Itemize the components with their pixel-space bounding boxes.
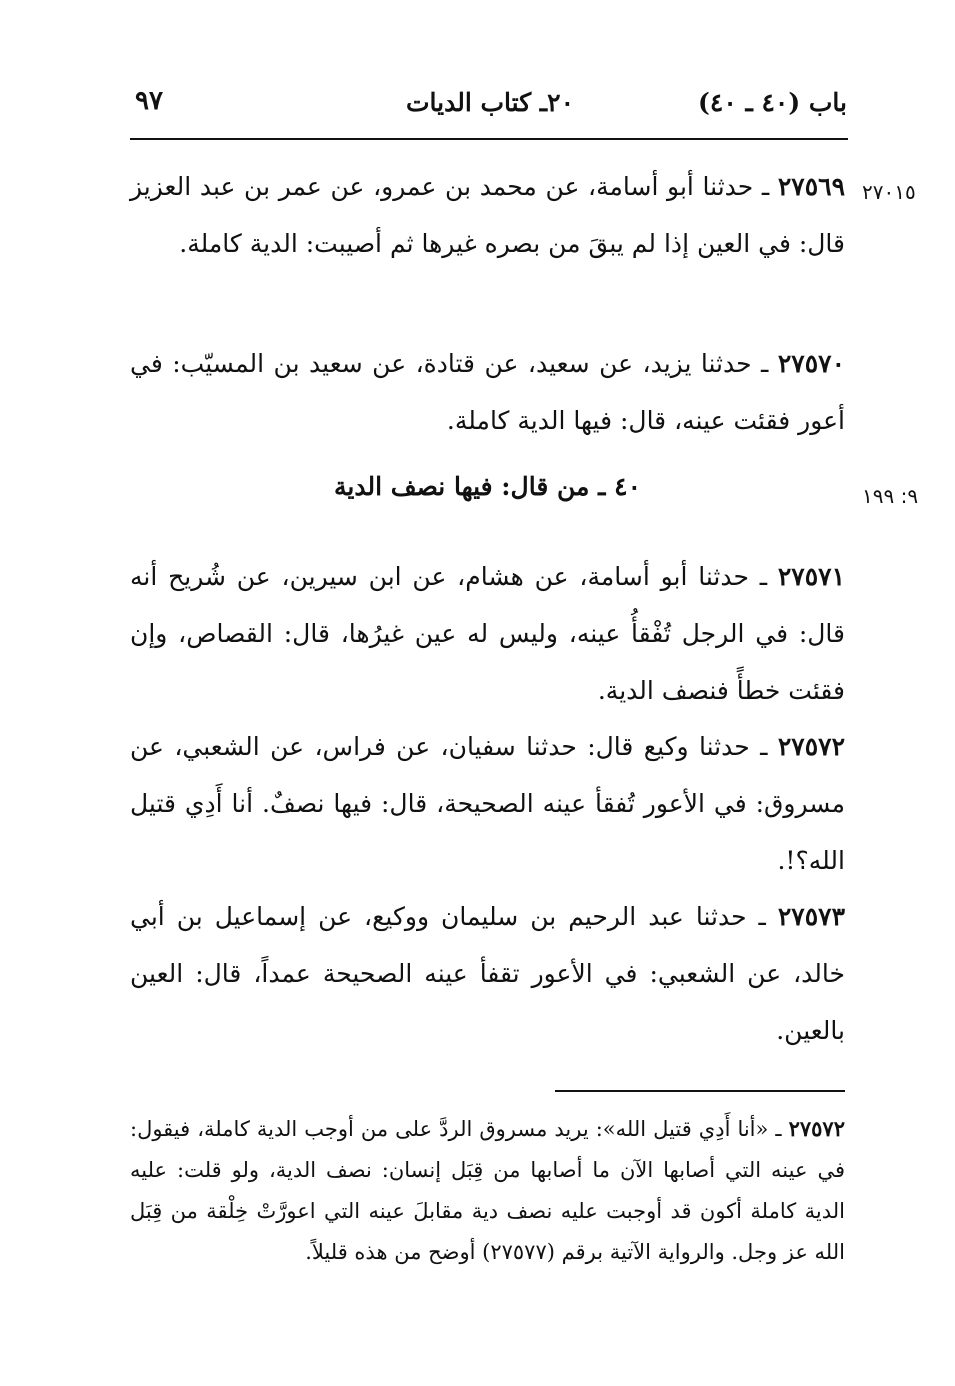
hadith-number: ٢٧٥٧٣ [777, 902, 845, 931]
chapter-label: باب (٤٠ ـ ٤٠) [698, 88, 847, 117]
hadith-number: ٢٧٥٧١ [777, 562, 845, 591]
footnote [130, 1108, 845, 1273]
page-number: ٩٧ [135, 86, 163, 116]
hadith-number: ٢٧٥٧٢ [777, 732, 845, 761]
footnote-number: ٢٧٥٧٢ [788, 1116, 845, 1141]
hadith-number: ٢٧٥٦٩ [777, 172, 845, 201]
section-heading: ٤٠ ـ من قال: فيها نصف الدية [334, 472, 641, 501]
book-title: ٢٠ـ كتاب الديات [406, 88, 574, 117]
header-rule [130, 138, 848, 140]
footnote-rule [555, 1090, 845, 1092]
side-reference: ٩: ١٩٩ [862, 484, 919, 508]
hadith-paragraph [130, 888, 845, 1059]
hadith-paragraph [130, 335, 845, 449]
hadith-paragraph [130, 158, 845, 272]
side-reference: ٢٧٠١٥ [862, 180, 916, 204]
hadith-number: ٢٧٥٧٠ [777, 349, 845, 378]
hadith-text: ـ حدثنا عبد الرحيم بن سليمان ووكيع، عن إسماعيل بن أبي خالد، عن الشعبي: في الأعور تقفأ عينه الصحيحة عمداً، قال: العين بالعين. [130, 902, 845, 1045]
footnote-text: ـ «أنا أَدِي قتيل الله»: يريد مسروق الردَّ على من أوجب الدية كاملة، فيقول: في عينه التي أصابها الآن ما أصابها من قِبَل إنسان: نصف الدية، ولو قلت: عليه الدية كاملة أكون قد أوجبت عليه نصف دية مقابلَ عينه التي اعورَّتْ خِلْقة من قِبَل الله عز وجل. والرواية الآتية برقم (٢٧٥٧٧) أوضح من هذه قليلاً. [130, 1117, 845, 1264]
hadith-paragraph [130, 718, 845, 889]
hadith-paragraph [130, 548, 845, 719]
hadith-text: ـ حدثنا أبو أسامة، عن هشام، عن ابن سيرين، عن شُريح أنه قال: في الرجل تُفْقأُ عينه، وليس له عين غيرُها، قال: القصاص، وإن فقئت خطأً فنصف الدية. [130, 562, 845, 705]
hadith-text: ـ حدثنا أبو أسامة، عن محمد بن عمرو، عن عمر بن عبد العزيز قال: في العين إذا لم يبقَ من بصره غيرها ثم أصيبت: الدية كاملة. [130, 172, 845, 258]
hadith-text: ـ حدثنا وكيع قال: حدثنا سفيان، عن فراس، عن الشعبي، عن مسروق: في الأعور تُفقأ عينه الصحيحة، قال: فيها نصفٌ. أنا أَدِي قتيل الله؟!. [130, 732, 845, 875]
hadith-text: ـ حدثنا يزيد، عن سعيد، عن قتادة، عن سعيد بن المسيّب: في أعور فقئت عينه، قال: فيها الدية كاملة. [130, 349, 845, 435]
